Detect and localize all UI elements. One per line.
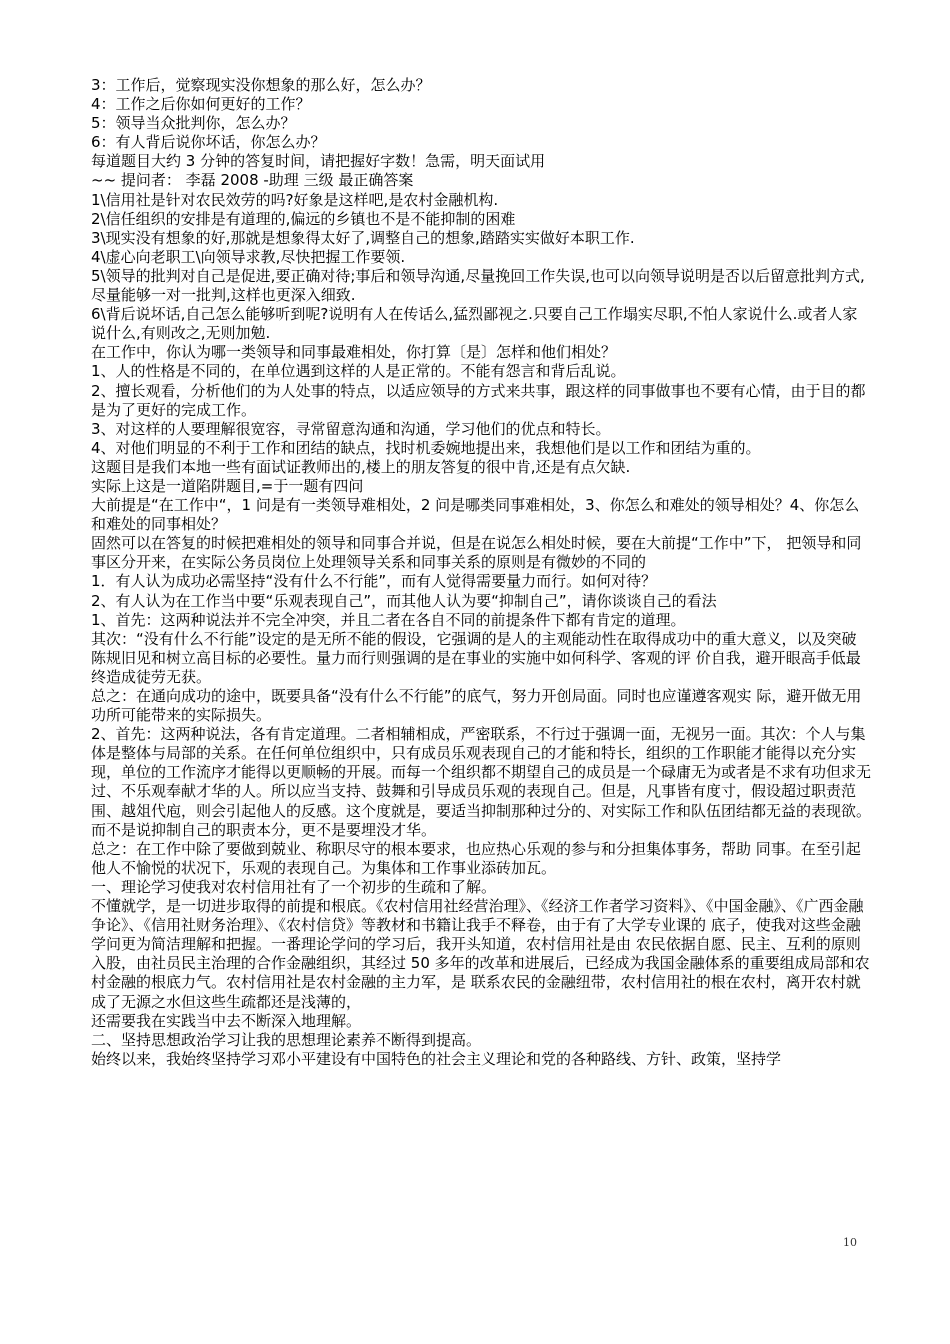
text-line-30: 不懂就学，是一切进步取得的前提和根底。《农村信用社经营治理》、《经济工作者学习资料》、《中国金融》、《广西金融争论》、《信用社财务治理》、《农村信贷》等教材和书籍让我手不释卷，由于有了大学专业课的 底子，使我对这些金融学问更为简洁理解和把握。一番理论学问的学习后，我开头知道，农村信用社是由 农民依据自愿、民主、互利的原则入股，由社员民主治理的合作金融组织，其经过 50 多年的改革和进展后，已经成为我国金融体系的重要组成局部和农村金融的根底力气。农村信用社是农村金融的主力军，是 联系农民的金融纽带，农村信用社的根在农村，离开农村就成了无源之水但这些生疏都还是浅薄的， bbox=[91, 897, 870, 1011]
text-line-16: 3、对这样的人要理解很宽容，寻常留意沟通和沟通，学习他们的优点和特长。 bbox=[91, 419, 611, 438]
text-line-25: 其次：“没有什么不行能”设定的是无所不能的假设，它强调的是人的主观能动性在取得成功中的重大意义，以及突破陈规旧见和树立高目标的必要性。量力而行则强调的是在事业的实施中如何科学、客观的评 价自我，避开眼高手低最终造成徒劳无获。 bbox=[91, 629, 861, 686]
document-body bbox=[91, 76, 871, 1069]
text-line-31: 还需要我在实践当中去不断深入地理解。 bbox=[91, 1011, 362, 1030]
text-line-33: 始终以来，我始终坚持学习邓小平建设有中国特色的社会主义理论和党的各种路线、方针、政策，坚持学 bbox=[91, 1049, 782, 1068]
text-line-10: 4\虚心向老职工\向领导求教,尽快把握工作要领. bbox=[91, 247, 406, 266]
text-line-26: 总之：在通向成功的途中，既要具备“没有什么不行能”的底气，努力开创局面。同时也应谨遵客观实 际，避开做无用功所可能带来的实际损失。 bbox=[91, 687, 862, 725]
page-number: 10 bbox=[843, 1236, 857, 1249]
text-line-12: 6\背后说坏话,自己怎么能够听到呢?说明有人在传话么,猛烈鄙视之.只要自己工作塌实尽职,不怕人家说什么.或者人家说什么,有则改之,无则加勉. bbox=[91, 305, 858, 343]
text-line-28: 总之：在工作中除了要做到兢业、称职尽守的根本要求，也应热心乐观的参与和分担集体事务，帮助 同事。在至引起他人不愉悦的状况下，乐观的表现自己。为集体和工作事业添砖加瓦。 bbox=[91, 839, 861, 877]
text-line-13: 在工作中，你认为哪一类领导和同事最难相处，你打算〔是〕怎样和他们相处？ bbox=[91, 343, 617, 362]
text-line-21: 固然可以在答复的时候把难相处的领导和同事合并说，但是在说怎么相处时候，要在大前提“工作中”下， 把领导和同事区分开来，在实际公务员岗位上处理领导关系和同事关系的原则是有微妙的不同的 bbox=[91, 534, 862, 572]
text-line-7: 1\信用社是针对农民效劳的吗?好象是这样吧,是农村金融机构. bbox=[91, 190, 499, 209]
text-line-8: 2\信任组织的安排是有道理的,偏远的乡镇也不是不能抑制的困难 bbox=[91, 209, 516, 228]
text-line-15: 2、擅长观看，分析他们的为人处事的特点，以适应领导的方式来共事，跟这样的同事做事也不要有心情，由于目的都是为了更好的完成工作。 bbox=[91, 381, 866, 419]
text-line-1: 3：工作后，觉察现实没你想象的那么好，怎么办？ bbox=[91, 76, 431, 94]
text-line-9: 3\现实没有想象的好,那就是想象得太好了,调整自己的想象,踏踏实实做好本职工作. bbox=[91, 228, 635, 247]
text-line-17: 4、对他们明显的不利于工作和团结的缺点，找时机委婉地提出来，我想他们是以工作和团结为重的。 bbox=[91, 438, 761, 457]
text-line-29: 一、理论学习使我对农村信用社有了一个初步的生疏和了解。 bbox=[91, 877, 497, 896]
text-line-5: 每道题目大约 3 分钟的答复时间，请把握好字数！急需，明天面试用 bbox=[91, 152, 546, 171]
text-line-32: 二、坚持思想政治学习让我的思想理论素养不断得到提高。 bbox=[91, 1030, 482, 1049]
text-line-3: 5：领导当众批判你，怎么办？ bbox=[91, 114, 296, 133]
text-line-6: ~~ 提问者： 李磊 2008 -助理 三级 最正确答案 bbox=[91, 171, 414, 190]
text-line-23: 2、有人认为在工作当中要“乐观表现自己”，而其他人认为要“抑制自己”，请你谈谈自己的看法 bbox=[91, 591, 717, 610]
text-line-2: 4：工作之后你如何更好的工作？ bbox=[91, 95, 311, 114]
text-line-24: 1、首先：这两种说法并不完全冲突，并且二者在各自不同的前提条件下都有肯定的道理。 bbox=[91, 610, 686, 629]
text-line-27: 2、首先：这两种说法，各有肯定道理。二者相辅相成，严密联系，不行过于强调一面，无视另一面。其次：个人与集体是整体与局部的关系。在任何单位组织中，只有成员乐观表现自己的才能和特长，组织的工作职能才能得以充分实现，单位的工作流序才能得以更顺畅的开展。而每一个组织都不期望自己的成员是一个碌庸无为或者是不求有功但求无过、不乐观奉献才华的人。所以应当支持、鼓舞和引导成员乐观的表现自己。但是，凡事皆有度寸，假设超过职责范围、越俎代庖，则会引起他人的反感。这个度就是，要适当抑制那种过分的、对实际工作和队伍团结都无益的表现欲。而不是说抑制自己的职责本分，更不是要埋没才华。 bbox=[91, 725, 872, 839]
text-line-20: 大前提是“在工作中“，1 问是有一类领导难相处，2 问是哪类同事难相处，3、你怎么和难处的领导相处？4、你怎么和难处的同事相处？ bbox=[91, 496, 860, 534]
text-line-4: 6：有人背后说你坏话，你怎么办？ bbox=[91, 133, 326, 152]
text-line-18: 这题目是我们本地一些有面试证教师出的,楼上的朋友答复的很中肯,还是有点欠缺. bbox=[91, 457, 631, 476]
text-line-19: 实际上这是一道陷阱题目,=于一题有四问 bbox=[91, 476, 364, 495]
text-line-11: 5\领导的批判对自己是促进,要正确对待;事后和领导沟通,尽量挽回工作失误,也可以向领导说明是否以后留意批判方式,尽量能够一对一批判,这样也更深入细致. bbox=[91, 266, 865, 305]
text-line-14: 1、人的性格是不同的，在单位遇到这样的人是正常的。不能有怨言和背后乱说。 bbox=[91, 362, 626, 381]
text-line-22: 1．有人认为成功必需坚持“没有什么不行能”，而有人觉得需要量力而行。如何对待？ bbox=[91, 572, 657, 591]
